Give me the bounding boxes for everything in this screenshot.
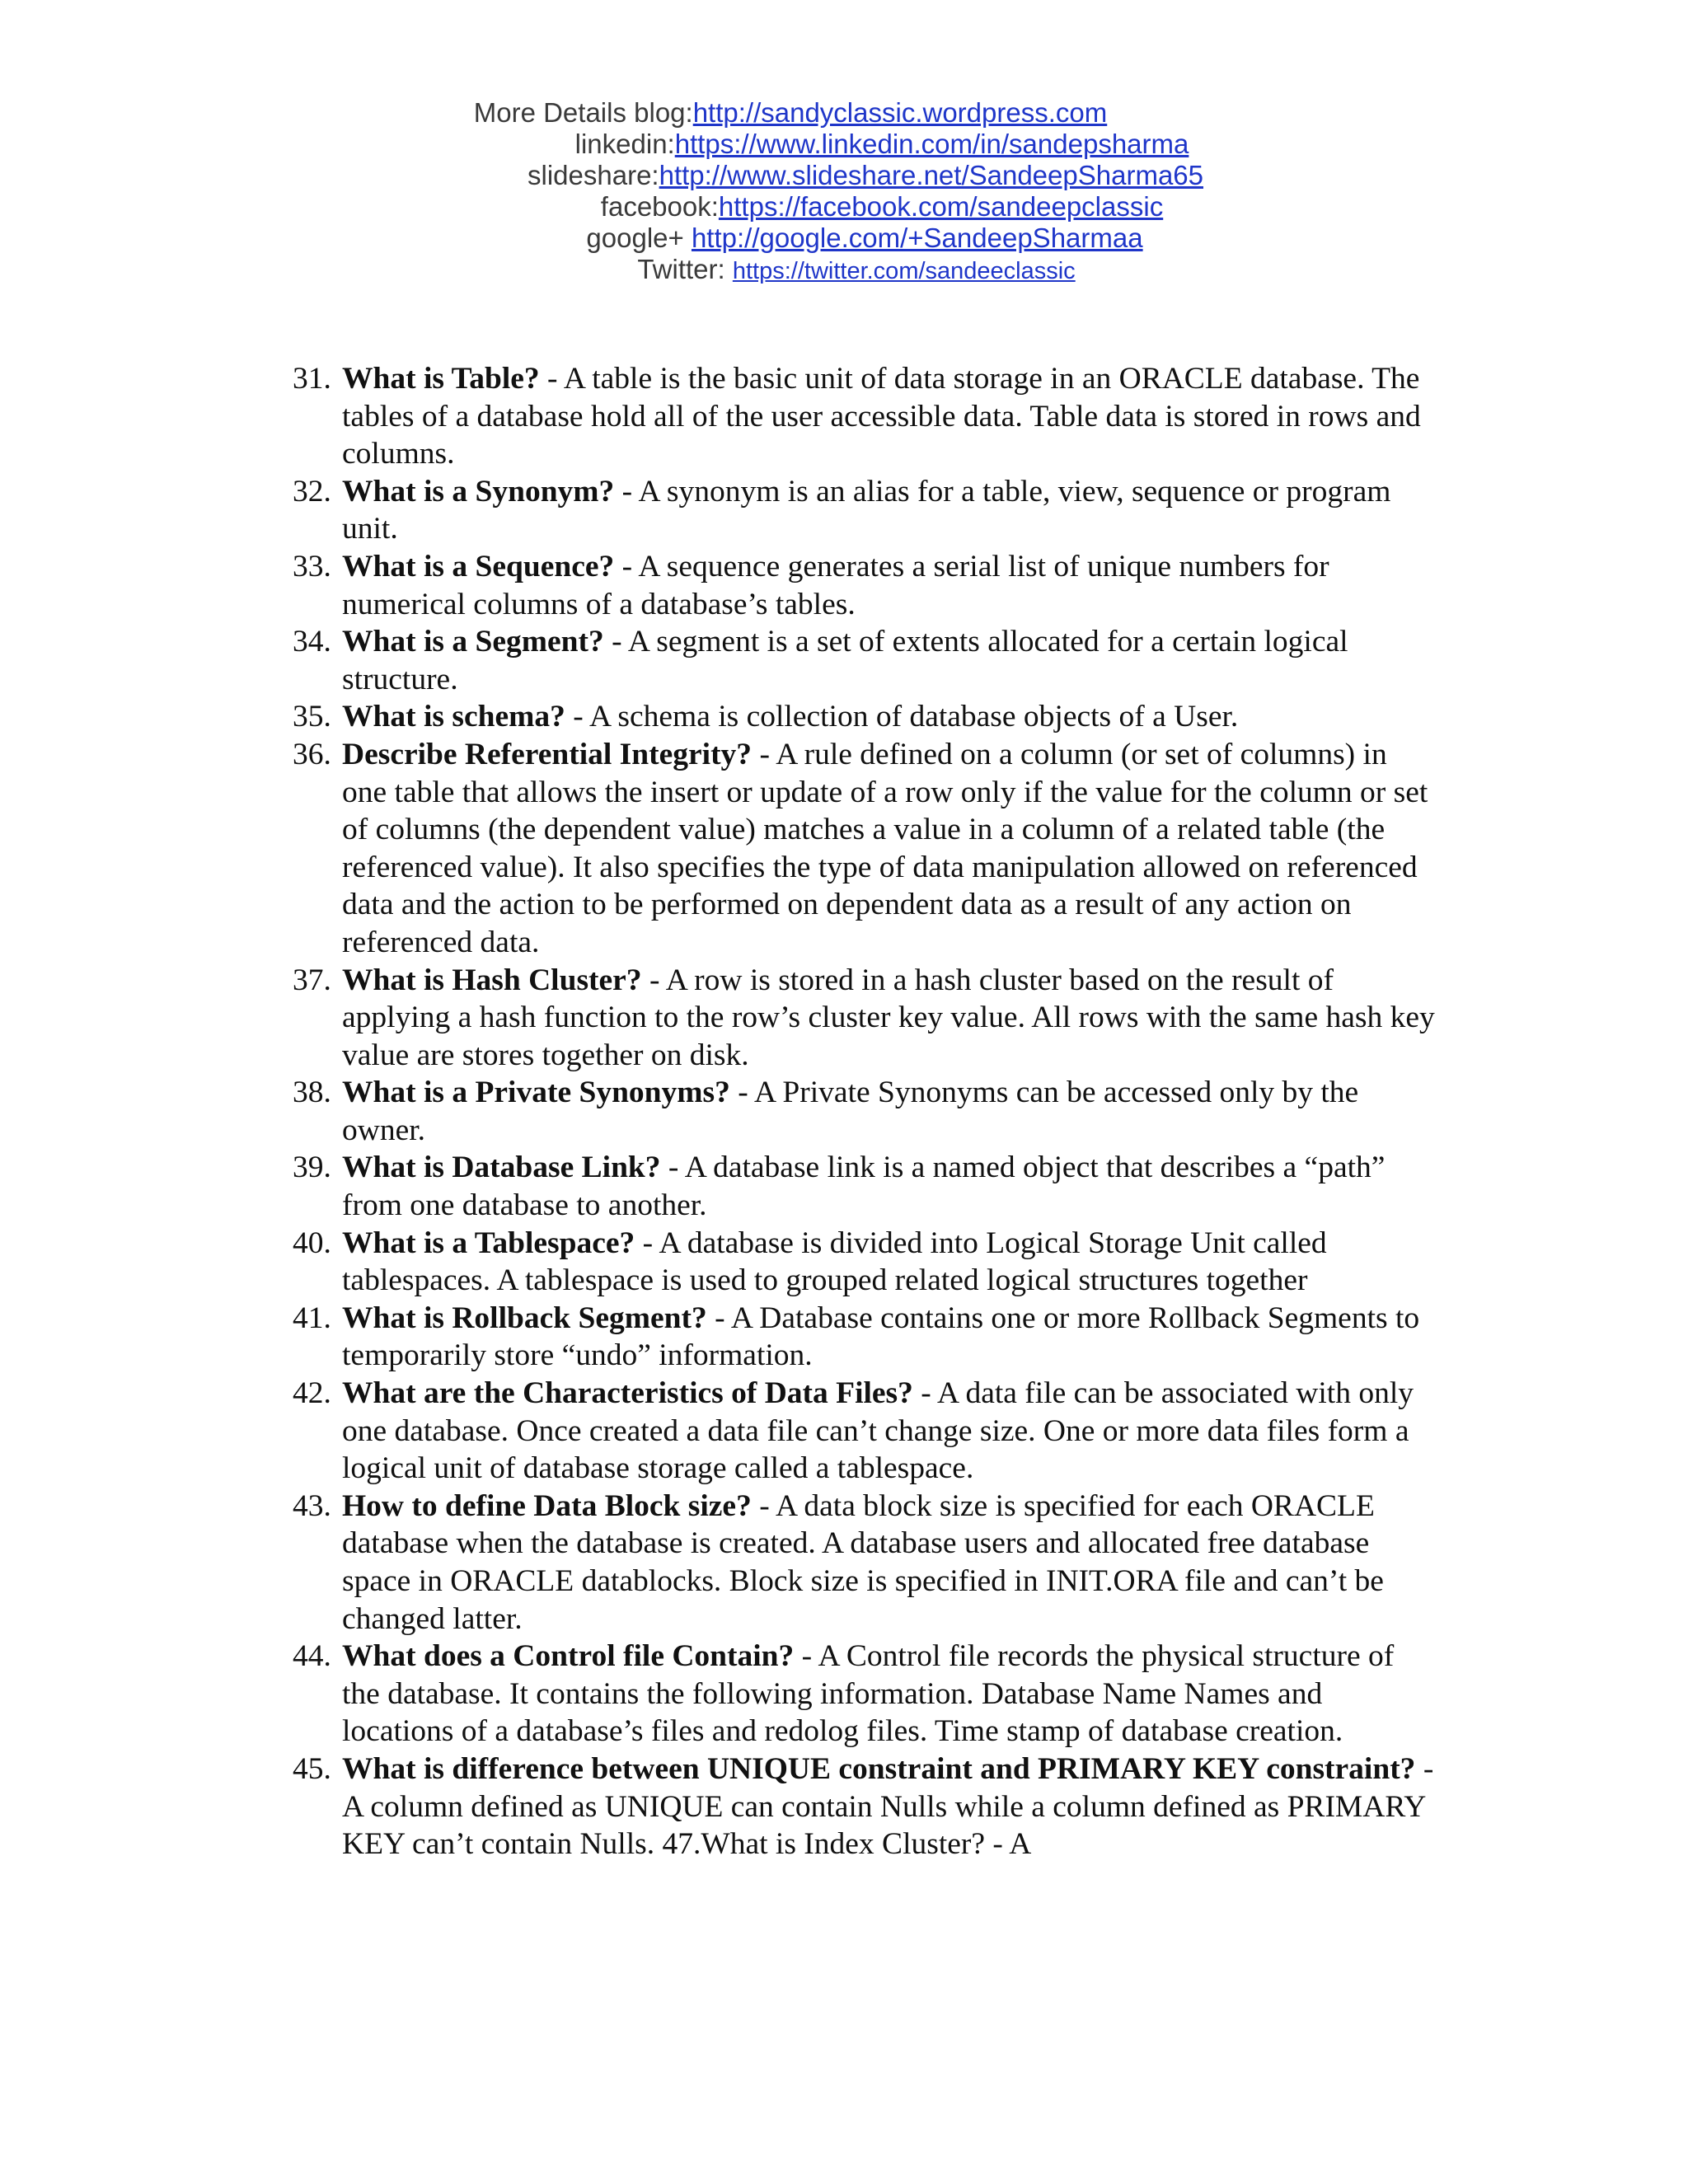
item-number: 40. — [293, 1226, 331, 1260]
qa-item-33 — [293, 548, 1438, 623]
item-number: 45. — [293, 1751, 331, 1786]
item-number: 31. — [293, 362, 331, 396]
answer: - A database link is a named object that describes a “path” from one database to another. — [342, 1151, 1386, 1223]
qa-item-35 — [293, 698, 1438, 736]
slideshare-link[interactable]: http://www.slideshare.net/SandeepSharma65 — [659, 160, 1203, 190]
answer: - A synonym is an alias for a table, view, sequence or program unit. — [342, 474, 1391, 546]
blog-link[interactable]: http://sandyclassic.wordpress.com — [692, 97, 1108, 128]
facebook-link[interactable]: https://facebook.com/sandeepclassic — [718, 191, 1164, 222]
item-number: 41. — [293, 1301, 331, 1335]
qa-item-34 — [293, 623, 1438, 698]
contact-header — [0, 97, 1688, 287]
qa-item-31 — [293, 360, 1438, 473]
qa-item-42 — [293, 1375, 1438, 1488]
item-number: 33. — [293, 549, 331, 583]
answer: - A data block size is specified for each ORACLE database when the database is created. A database users and allocated free database space in ORACLE datablocks. Block size is specified in INIT.ORA file and can’t be changed latter. — [342, 1488, 1384, 1636]
answer: - A Private Synonyms can be accessed only by the owner. — [342, 1076, 1359, 1147]
google-link[interactable]: http://google.com/+SandeepSharmaa — [691, 223, 1143, 253]
answer: - A schema is collection of database objects of a User. — [565, 700, 1239, 734]
qa-item-32 — [293, 473, 1438, 548]
question: What are the Characteristics of Data Files? — [342, 1376, 913, 1411]
question: What is difference between UNIQUE constraint and PRIMARY KEY constraint? — [342, 1751, 1416, 1786]
facebook-label: facebook: — [600, 191, 719, 222]
question: What is a Private Synonyms? — [342, 1076, 730, 1110]
question: What is a Segment? — [342, 625, 604, 659]
answer: - A Control file records the physical structure of the database. It contains the following information. Database Name Names and locations of a database’s files and redolog files. Time stamp of database creation. — [342, 1639, 1395, 1749]
item-number: 36. — [293, 737, 331, 771]
question: How to define Data Block size? — [342, 1488, 752, 1523]
blog-line — [0, 97, 1688, 129]
facebook-line — [0, 191, 1688, 223]
answer: - A table is the basic unit of data storage in an ORACLE database. The tables of a database hold all of the user accessible data. Table data is stored in rows and columns. — [342, 362, 1421, 471]
question: What is Database Link? — [342, 1151, 661, 1185]
answer: - A database is divided into Logical Storage Unit called tablespaces. A tablespace is used to grouped related logical structures together — [342, 1226, 1327, 1298]
item-number: 42. — [293, 1376, 331, 1411]
qa-item-43 — [293, 1488, 1438, 1638]
question: What is Table? — [342, 362, 540, 396]
item-number: 44. — [293, 1639, 331, 1674]
item-number: 34. — [293, 625, 331, 659]
twitter-line — [0, 254, 1688, 287]
question: What is a Tablespace? — [342, 1226, 635, 1260]
qa-item-37 — [293, 962, 1438, 1075]
question: What is schema? — [342, 700, 565, 734]
answer: - A column defined as UNIQUE can contain Nulls while a column defined as PRIMARY KEY can’t contain Nulls. 47.What is Index Cluster? - A — [342, 1751, 1434, 1862]
answer: - A row is stored in a hash cluster based on the result of applying a hash function to the row’s cluster key value. All rows with the same hash key value are stores together on disk. — [342, 963, 1435, 1072]
qa-item-41 — [293, 1300, 1438, 1375]
qa-item-39 — [293, 1149, 1438, 1224]
qa-item-40 — [293, 1225, 1438, 1300]
question: What does a Control file Contain? — [342, 1639, 795, 1674]
slideshare-label: slideshare: — [528, 160, 659, 190]
blog-label: More Details blog: — [473, 97, 693, 128]
answer: - A data file can be associated with only one database. Once created a data file can’t change size. One or more data files form a logical unit of database storage called a tablespace. — [342, 1376, 1414, 1486]
qa-item-38 — [293, 1074, 1438, 1149]
answer: - A segment is a set of extents allocated for a certain logical structure. — [342, 625, 1348, 696]
question: What is Hash Cluster? — [342, 963, 642, 997]
linkedin-label: linkedin: — [574, 129, 675, 159]
qa-item-44 — [293, 1638, 1438, 1750]
answer: - A sequence generates a serial list of unique numbers for numerical columns of a database’s tables. — [342, 549, 1329, 621]
qa-list — [293, 360, 1438, 1863]
item-number: 43. — [293, 1488, 331, 1523]
item-number: 38. — [293, 1076, 331, 1110]
item-number: 32. — [293, 474, 331, 509]
item-number: 37. — [293, 963, 331, 997]
question: What is Rollback Segment? — [342, 1301, 707, 1335]
question: Describe Referential Integrity? — [342, 737, 753, 771]
qa-item-36 — [293, 736, 1438, 962]
twitter-label: Twitter: — [637, 254, 733, 284]
item-number: 39. — [293, 1151, 331, 1185]
qa-item-45 — [293, 1750, 1438, 1863]
google-line — [0, 223, 1688, 254]
answer: - A rule defined on a column (or set of columns) in one table that allows the insert or update of a row only if the value for the column or set of columns (the dependent value) matches a value in a column of a related table (the referenced value). It also specifies the type of data manipulation allowed on referenced data and the action to be performed on dependent data as a result of any action on referenced data. — [342, 737, 1428, 959]
linkedin-link[interactable]: https://www.linkedin.com/in/sandepsharma — [674, 129, 1189, 159]
question: What is a Sequence? — [342, 549, 615, 583]
item-number: 35. — [293, 700, 331, 734]
slideshare-line — [0, 160, 1688, 191]
linkedin-line — [0, 129, 1688, 160]
google-label: google+ — [586, 223, 692, 253]
twitter-link[interactable]: https://twitter.com/sandeeclassic — [732, 258, 1076, 284]
question: What is a Synonym? — [342, 474, 615, 509]
answer: - A Database contains one or more Rollback Segments to temporarily store “undo” information. — [342, 1301, 1420, 1373]
